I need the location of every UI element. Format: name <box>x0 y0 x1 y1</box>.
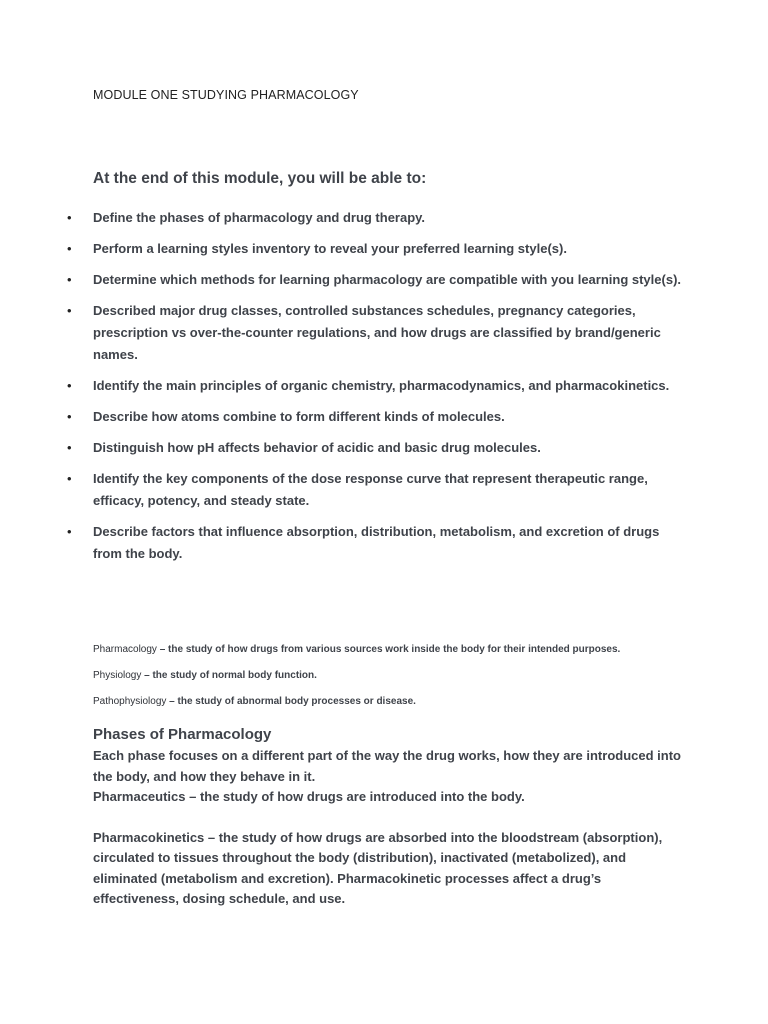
list-item-text: Determine which methods for learning pharmacology are compatible with you learning style(s). <box>93 272 682 287</box>
list-item-text: Define the phases of pharmacology and drug therapy. <box>93 210 426 225</box>
phases-heading: Phases of Pharmacology <box>93 726 272 743</box>
list-item-text: Described major drug classes, controlled substances schedules, pregnancy categories, prescription vs over-the-counter regulations, and how drugs are classified by brand/generic names. <box>93 303 661 362</box>
list-item-text: Distinguish how pH affects behavior of acidic and basic drug molecules. <box>93 440 541 455</box>
pharmaceutics-paragraph: Pharmaceutics – the study of how drugs are introduced into the body. <box>93 789 525 804</box>
list-item <box>0 375 768 397</box>
bullet-icon: • <box>67 272 72 287</box>
list-item-text: Identify the key components of the dose response curve that represent therapeutic range, efficacy, potency, and steady state. <box>93 471 648 508</box>
list-item-text: Describe factors that influence absorption, distribution, metabolism, and excretion of drugs from the body. <box>93 524 660 561</box>
list-item <box>0 521 768 565</box>
list-item-text: Describe how atoms combine to form different kinds of molecules. <box>93 409 505 424</box>
bullet-icon: • <box>67 378 72 393</box>
pharmacokinetics-paragraph: Pharmacokinetics – the study of how drugs are absorbed into the bloodstream (absorption), circulated to tissues throughout the body (distribution), inactivated (metabolized), and eliminated (metabolism and excretion). Pharmacokinetic processes affect a drug’s effectiveness, dosing schedule, and use. <box>93 829 663 906</box>
phases-body <box>93 746 683 910</box>
list-item <box>0 238 768 260</box>
list-item <box>0 468 768 512</box>
objectives-heading: At the end of this module, you will be able to: <box>93 170 427 187</box>
bullet-icon: • <box>67 241 72 256</box>
bullet-icon: • <box>67 303 72 318</box>
definition-text: – the study of normal body function. <box>141 669 317 681</box>
bullet-icon: • <box>67 409 72 424</box>
definition-physiology <box>93 670 683 683</box>
bullet-icon: • <box>67 471 72 486</box>
list-item <box>0 207 768 229</box>
list-item <box>0 269 768 291</box>
objectives-list <box>0 207 768 574</box>
definition-term: Pathophysiology <box>93 696 167 707</box>
definition-term: Physiology <box>93 669 142 681</box>
bullet-icon: • <box>67 440 72 455</box>
definition-pharmacology <box>93 644 683 657</box>
list-item-text: Perform a learning styles inventory to reveal your preferred learning style(s). <box>93 241 567 256</box>
list-item-text: Identify the main principles of organic chemistry, pharmacodynamics, and pharmacokinetics. <box>93 378 670 393</box>
list-item <box>0 437 768 459</box>
bullet-icon: • <box>67 524 72 539</box>
list-item <box>0 406 768 428</box>
module-title: MODULE ONE STUDYING PHARMACOLOGY <box>93 88 359 102</box>
list-item <box>0 300 768 366</box>
definition-term: Pharmacology <box>93 644 157 655</box>
phases-intro: Each phase focuses on a different part of the way the drug works, how they are introduced into the body, and how they behave in it. <box>93 748 681 784</box>
bullet-icon: • <box>67 210 72 225</box>
definition-pathophysiology <box>93 696 683 709</box>
definitions <box>93 644 683 709</box>
definition-text: – the study of how drugs from various sources work inside the body for their intended purposes. <box>156 644 621 655</box>
definition-text: – the study of abnormal body processes or disease. <box>166 696 416 707</box>
